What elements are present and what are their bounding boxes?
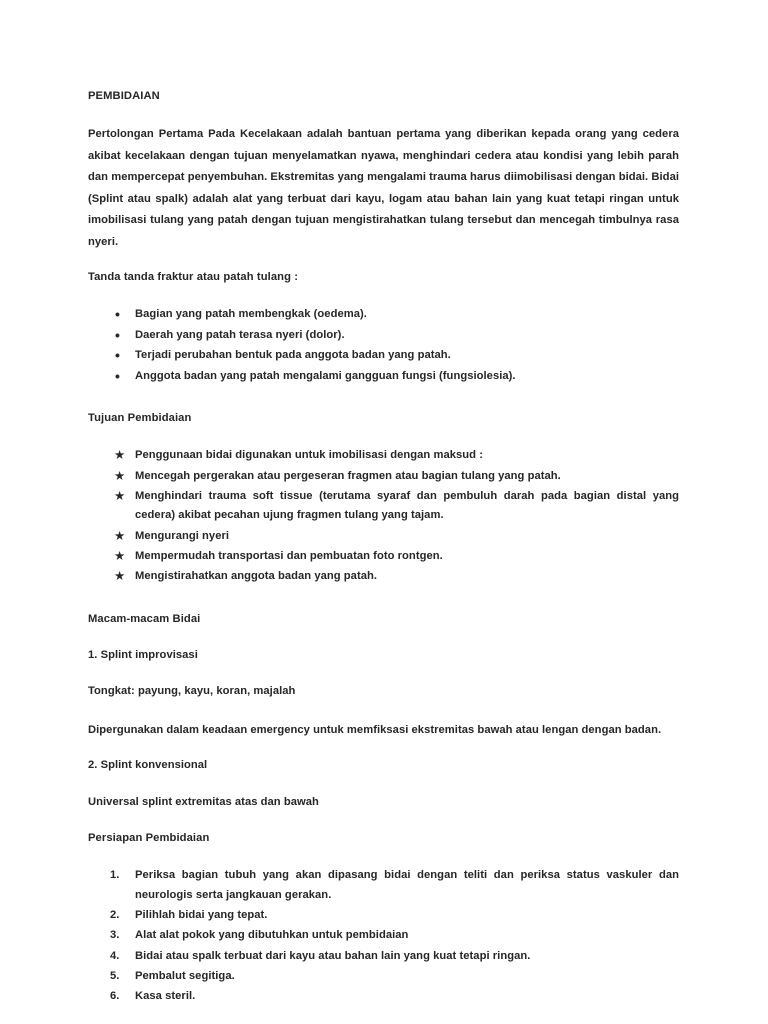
section-heading-tanda-fraktur: Tanda tanda fraktur atau patah tulang : [88,271,299,284]
list-item [88,305,679,324]
list-item [88,487,679,526]
bullet-icon: • [115,367,120,384]
list-item [88,926,679,945]
star-icon: ★ [114,468,126,483]
splint-improvisasi-title: 1. Splint improvisasi [88,649,198,662]
list-item [88,567,679,586]
star-icon: ★ [114,488,126,503]
section-heading-tujuan-pembidaian: Tujuan Pembidaian [88,411,192,424]
list-item-label: Bagian yang patah membengkak (oedema). [135,308,367,321]
list-item-label: Daerah yang patah terasa nyeri (dolor). [135,328,345,341]
list-item-label: Pembalut segitiga. [135,970,235,983]
list-item-label: Alat alat pokok yang dibutuhkan untuk pembidaian [135,929,409,942]
list-item-number: 3. [110,929,120,942]
star-icon: ★ [114,448,126,463]
star-icon: ★ [114,549,126,564]
list-item [88,346,679,365]
splint-konvensional-title: 2. Splint konvensional [88,759,208,772]
list-item-label: Mempermudah transportasi dan pembuatan foto rontgen. [135,550,443,563]
list-item [88,547,679,566]
list-item [88,947,679,966]
section-heading-persiapan-pembidaian: Persiapan Pembidaian [88,832,210,844]
list-item-label: Mengurangi nyeri [135,529,230,542]
page-title: PEMBIDAIAN [88,90,160,102]
list-item-label: Kasa steril. [135,990,196,1003]
list-tanda-fraktur [88,305,679,386]
list-item [88,367,679,386]
bullet-icon: • [115,347,120,364]
intro-paragraph: Pertolongan Pertama Pada Kecelakaan adalah bantuan pertama yang diberikan kepada orang yang cedera akibat kecelakaan dengan tujuan menyelamatkan nyawa, menghindari cedera atau kondisi yang lebih parah dan mempercepat penyembuhan. Ekstremitas yang mengalami trauma harus diimobilisasi dengan bidai. Bidai (Splint atau spalk) adalah alat yang terbuat dari kayu, logam atau bahan lain yang kuat tetapi ringan untuk imobilisasi tulang yang patah dengan tujuan mengistirahatkan tulang tersebut dan mencegah timbulnya rasa nyeri. [88,128,679,248]
splint-konvensional-description: Universal splint extremitas atas dan bawah [88,795,319,808]
list-item-number: 4. [110,949,120,962]
list-item-label: Bidai atau spalk terbuat dari kayu atau bahan lain yang kuat tetapi ringan. [135,949,531,962]
list-item-number: 5. [110,970,120,983]
spacer [88,402,679,410]
splint-improvisasi-description: Dipergunakan dalam keadaan emergency untuk memfiksasi ekstremitas bawah atau lengan dengan badan. [88,723,662,736]
list-item [88,326,679,345]
list-item-label: Menghindari trauma soft tissue (terutama syaraf dan pembuluh darah pada bagian distal yang cedera) akibat pecahan ujung fragmen tulang yang tajam. [135,489,679,522]
splint-improvisasi-examples: Tongkat: payung, kayu, koran, majalah [88,685,296,698]
list-item-label: Periksa bagian tubuh yang akan dipasang bidai dengan teliti dan periksa status vaskuler dan neurologis serta jangkauan gerakan. [135,869,679,901]
spacer [88,603,679,611]
list-item [88,527,679,546]
list-item [88,967,679,986]
star-icon: ★ [114,528,126,543]
bullet-icon: • [115,306,120,323]
list-item-label: Anggota badan yang patah mengalami gangguan fungsi (fungsiolesia). [135,369,516,382]
section-heading-macam-macam-bidai: Macam-macam Bidai [88,612,201,625]
list-item-label: Terjadi perubahan bentuk pada anggota badan yang patah. [135,349,451,362]
list-persiapan-pembidaian [88,866,679,1007]
list-item-number: 2. [110,908,120,921]
list-item-label: Mengistirahatkan anggota badan yang patah. [135,570,378,583]
document-body [88,88,679,1007]
list-tujuan-pembidaian [88,446,679,587]
list-item [88,866,679,905]
list-item-label: Pilihlah bidai yang tepat. [135,908,268,921]
list-item-number: 1. [110,869,120,882]
list-item [88,987,679,1006]
star-icon: ★ [114,569,126,584]
list-item [88,446,679,465]
list-item-number: 6. [110,990,120,1003]
list-item [88,467,679,486]
bullet-icon: • [115,326,120,343]
list-item [88,906,679,925]
list-item-label: Penggunaan bidai digunakan untuk imobilisasi dengan maksud : [135,449,483,462]
list-item-label: Mencegah pergerakan atau pergeseran fragmen atau bagian tulang yang patah. [135,469,561,482]
